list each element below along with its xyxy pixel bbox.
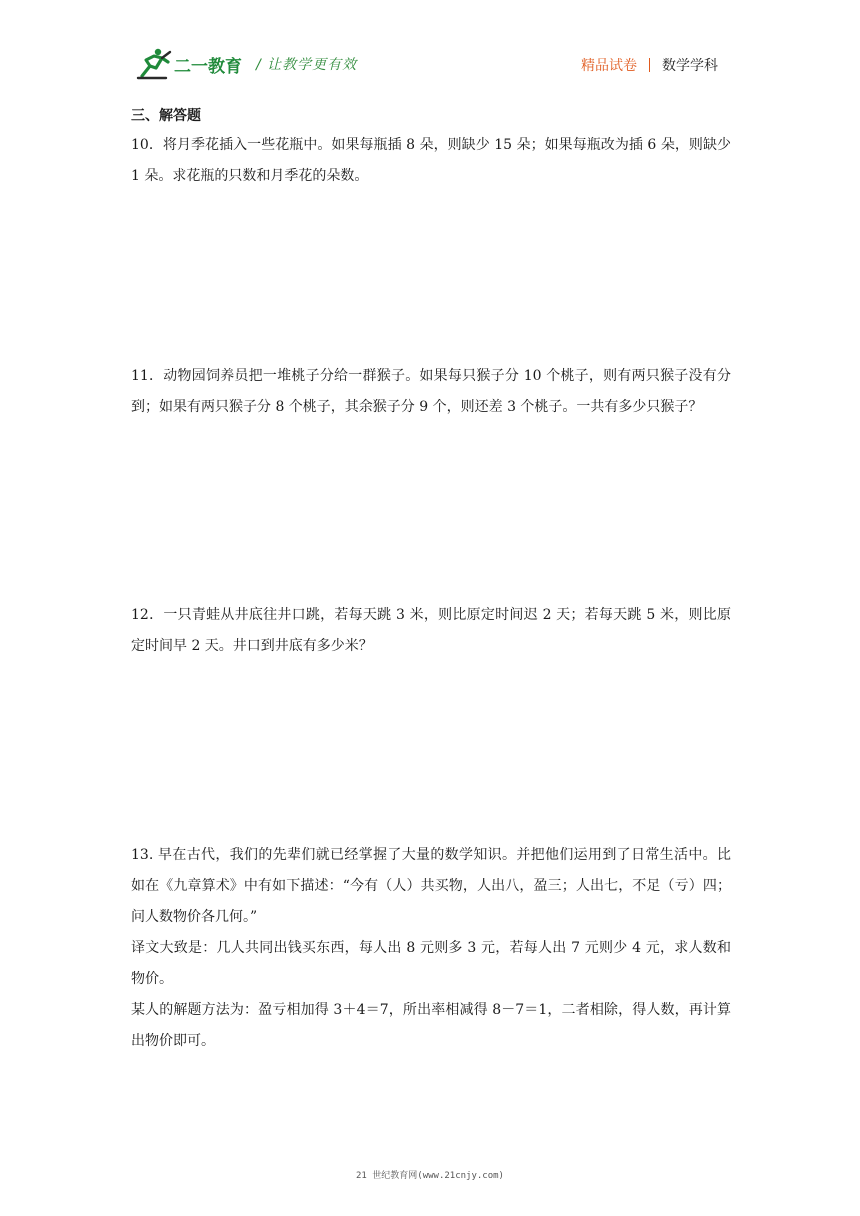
premium-badge: 精品试卷 xyxy=(581,58,637,74)
question-13-translation: 译文大致是：几人共同出钱买东西，每人出 8 元则多 3 元，若每人出 7 元则少 4 元，求人数和物价。 xyxy=(131,940,731,987)
question-13-method: 某人的解题方法为：盈亏相加得 3＋4＝7，所出率相减得 8－7＝1，二者相除，得人数，再计算出物价即可。 xyxy=(131,1002,731,1049)
question-11: 11．动物园饲养员把一堆桃子分给一群猴子。如果每只猴子分 10 个桃子，则有两只猴子没有分到；如果有两只猴子分 8 个桃子，其余猴子分 9 个，则还差 3 个桃子。一共有多少只猴子？ xyxy=(131,368,731,415)
header-badges xyxy=(581,55,718,75)
page-footer: 21 世纪教育网(www.21cnjy.com) xyxy=(356,1171,504,1181)
subject-badge: 数学学科 xyxy=(662,58,718,74)
question-10: 10．将月季花插入一些花瓶中。如果每瓶插 8 朵，则缺少 15 朵；如果每瓶改为插 6 朵，则缺少 1 朵。求花瓶的只数和月季花的朵数。 xyxy=(131,137,731,184)
header-divider xyxy=(649,58,650,72)
page-header xyxy=(0,0,860,90)
section-title: 三、解答题 xyxy=(131,108,201,124)
question-13 xyxy=(131,840,731,1057)
logo-icon xyxy=(136,46,248,80)
header-slogan: / 让教学更有效 xyxy=(256,57,358,73)
exam-content xyxy=(131,104,731,1057)
question-12: 12．一只青蛙从井底往井口跳，若每天跳 3 米，则比原定时间迟 2 天；若每天跳 5 米，则比原定时间早 2 天。井口到井底有多少米？ xyxy=(131,607,731,654)
svg-text:二一教育: 二一教育 xyxy=(174,57,242,77)
question-13-intro: 13. 早在古代，我们的先辈们就已经掌握了大量的数学知识。并把他们运用到了日常生活中。比如在《九章算术》中有如下描述：“今有（人）共买物，人出八，盈三；人出七，不足（亏）四；问人数物价各几何。” xyxy=(131,847,731,925)
